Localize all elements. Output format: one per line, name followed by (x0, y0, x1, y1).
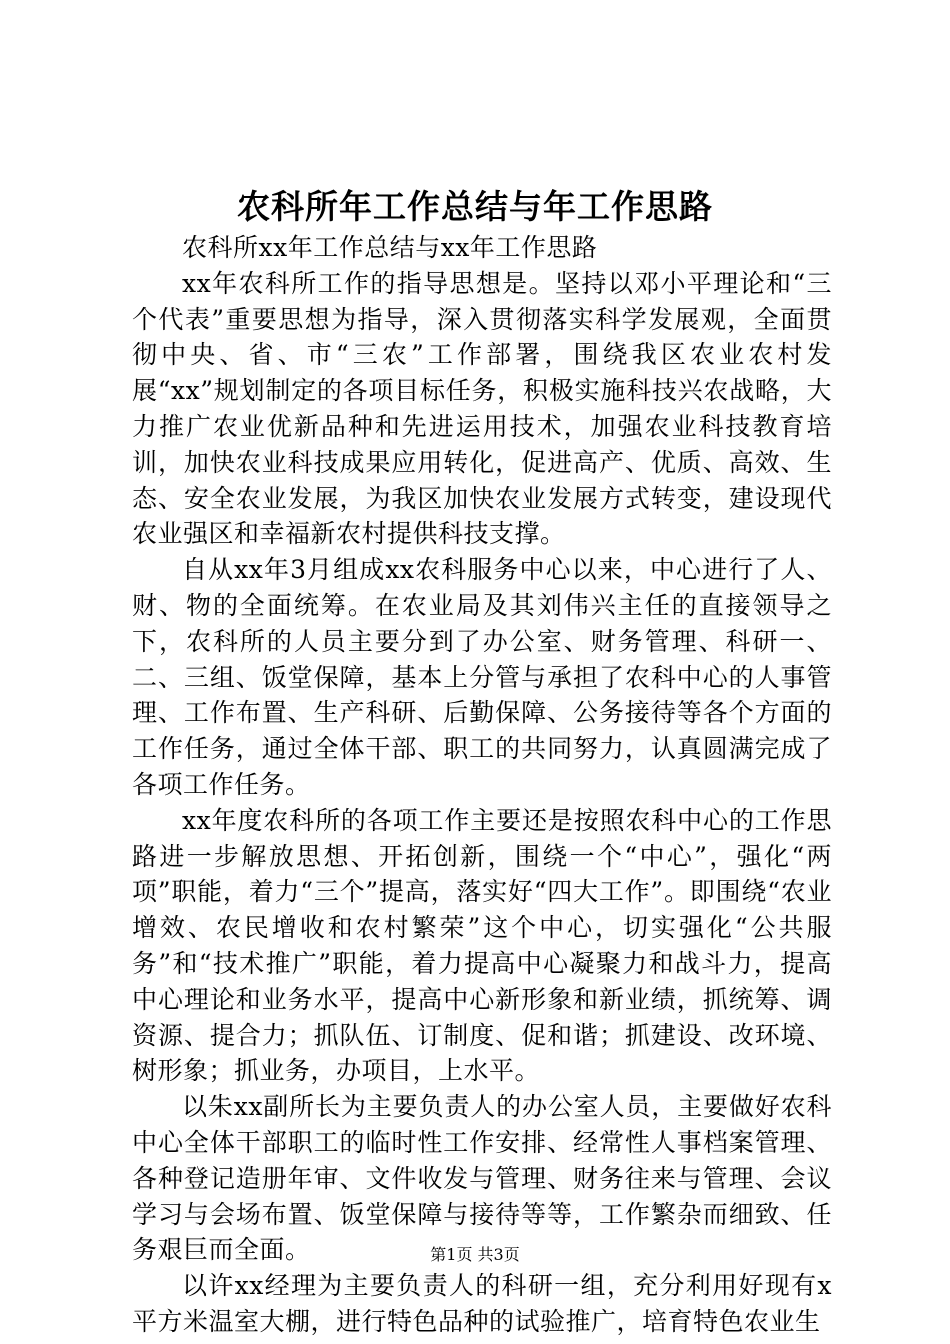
paragraph: xx年农科所工作的指导思想是。坚持以邓小平理论和“三个代表”重要思想为指导，深入贯彻落实科学发展观，全面贯彻中央、省、市“三农”工作部署，围绕我区农业农村发展“xx”规划制定的各项目标任务，积极实施科技兴农战略，大力推广农业优新品种和先进运用技术，加强农业科技教育培训，加快农业科技成果应用转化，促进高产、优质、高效、生态、安全农业发展，为我区加快农业发展方式转变，建设现代农业强区和幸福新农村提供科技支撑。 (132, 268, 832, 549)
paragraph: 自从xx年3月组成xx农科服务中心以来，中心进行了人、财、物的全面统筹。在农业局及其刘伟兴主任的直接领导之下，农科所的人员主要分到了办公室、财务管理、科研一、二、三组、饭堂保障，基本上分管与承担了农科中心的人事管理、工作布置、生产科研、后勤保障、公务接待等各个方面的工作任务，通过全体干部、职工的共同努力，认真圆满完成了各项工作任务。 (132, 555, 832, 799)
paragraph: 以朱xx副所长为主要负责人的办公室人员，主要做好农科中心全体干部职工的临时性工作安排、经常性人事档案管理、各种登记造册年审、文件收发与管理、财务往来与管理、会议学习与会场布置、饭堂保障与接待等等，工作繁杂而细致、任务艰巨而全面。 (132, 1092, 832, 1265)
document-body (132, 230, 832, 1340)
paragraph: 以许xx经理为主要负责人的科研一组，充分利用好现有x平方米温室大棚，进行特色品种的试验推广，培育特色农业生 (132, 1271, 832, 1336)
paragraph: 农科所xx年工作总结与xx年工作思路 (182, 233, 598, 262)
paragraph: xx年度农科所的各项工作主要还是按照农科中心的工作思路进一步解放思想、开拓创新，围绕一个“中心”，强化“两项”职能，着力“三个”提高，落实好“四大工作”。即围绕“农业增效、农民增收和农村繁荣”这个中心，切实强化“公共服务”和“技术推广”职能，着力提高中心凝聚力和战斗力，提高中心理论和业务水平，提高中心新形象和新业绩，抓统筹、调资源、提合力；抓队伍、订制度、促和谐；抓建设、改环境、树形象；抓业务，办项目，上水平。 (132, 805, 832, 1086)
document-title: 农科所年工作总结与年工作思路 (237, 187, 713, 226)
page-footer: 第1页 共3页 (430, 1245, 520, 1264)
